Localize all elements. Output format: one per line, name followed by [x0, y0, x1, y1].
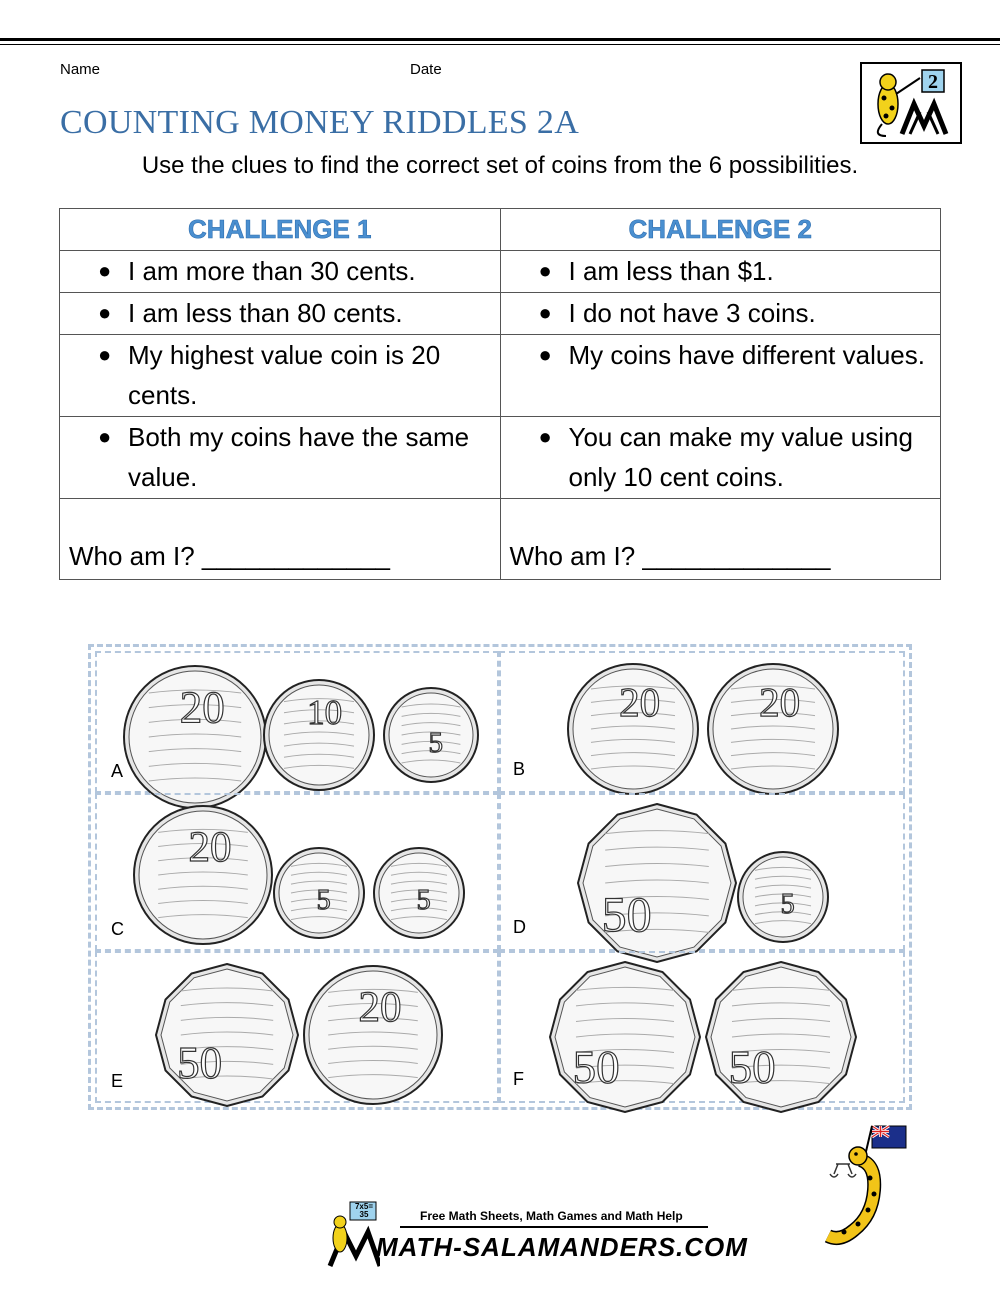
footer-brand[interactable]: MATH-SALAMANDERS.COM [376, 1232, 748, 1262]
option-f-label: F [513, 1069, 524, 1089]
option-f[interactable] [499, 951, 905, 1103]
coin-value-text: 20 [358, 984, 402, 1031]
coin-50-cent [577, 803, 737, 963]
date-label: Date [410, 61, 442, 78]
coin-5-cent [373, 847, 465, 939]
coin-20-cent [303, 965, 443, 1105]
coin-value-text: 20 [619, 678, 661, 725]
challenge-2-clue-4: ● You can make my value using only 10 cent coins. [500, 417, 941, 499]
option-e[interactable] [95, 951, 499, 1103]
coin-value-text: 50 [728, 1041, 776, 1094]
challenge-2-heading: CHALLENGE 2 [500, 209, 941, 251]
option-c[interactable] [95, 793, 499, 951]
coin-value-text: 50 [177, 1038, 223, 1089]
coin-value-text: 20 [759, 678, 801, 725]
challenge-2-answer[interactable]: Who am I? _____________ [500, 499, 941, 580]
grade-logo [860, 62, 962, 144]
coin-value-text: 20 [188, 824, 232, 871]
coin-20-cent [707, 663, 839, 795]
coin-5-cent [737, 851, 829, 943]
coin-value-text: 20 [179, 682, 225, 733]
coin-20-cent [567, 663, 699, 795]
challenge-1-clue-1: ● I am more than 30 cents. [60, 251, 501, 293]
coin-50-cent [705, 961, 857, 1113]
option-c-label: C [111, 919, 124, 939]
logo-grade-number: 2 [928, 71, 938, 93]
coin-50-cent [549, 961, 701, 1113]
top-rule-thin [0, 44, 1000, 45]
coin-value-text: 5 [416, 885, 431, 917]
coin-5-cent [383, 687, 479, 783]
coin-value-text: 50 [572, 1041, 620, 1094]
challenge-1-clue-4: ● Both my coins have the same value. [60, 417, 501, 499]
challenge-1-heading: CHALLENGE 1 [60, 209, 501, 251]
coin-20-cent [123, 665, 267, 809]
footer-badge: 7x5= 35 [354, 1202, 374, 1219]
option-d[interactable] [499, 793, 905, 951]
page-title: COUNTING MONEY RIDDLES 2A [60, 104, 580, 141]
challenge-2-clue-2: ● I do not have 3 coins. [500, 293, 941, 335]
salamander-flag-mascot [820, 1120, 920, 1250]
option-a[interactable] [95, 651, 499, 793]
coin-value-text: 5 [780, 889, 795, 921]
challenge-2-clue-1: ● I am less than $1. [500, 251, 941, 293]
coin-value-text: 5 [316, 885, 331, 917]
coin-20-cent [133, 805, 273, 945]
name-label: Name [60, 61, 101, 78]
challenge-2-clue-3: ● My coins have different values. [500, 335, 941, 417]
option-d-label: D [513, 917, 526, 937]
coin-50-cent [155, 963, 299, 1107]
option-b[interactable] [499, 651, 905, 793]
coin-options-panel [88, 644, 912, 1110]
option-e-label: E [111, 1071, 124, 1091]
challenge-1-clue-3: ● My highest value coin is 20 cents. [60, 335, 501, 417]
challenge-table [59, 208, 941, 580]
option-a-label: A [111, 761, 124, 781]
instructions: Use the clues to find the correct set of coins from the 6 possibilities. [141, 152, 859, 179]
footer-rule [400, 1226, 708, 1228]
option-b-label: B [513, 759, 526, 779]
challenge-1-clue-2: ● I am less than 80 cents. [60, 293, 501, 335]
footer-tagline: Free Math Sheets, Math Games and Math Help [420, 1209, 683, 1223]
coin-value-text: 50 [601, 886, 652, 942]
coin-10-cent [263, 679, 375, 791]
coin-value-text: 10 [307, 692, 343, 732]
coin-value-text: 5 [428, 726, 444, 759]
coin-5-cent [273, 847, 365, 939]
top-rule [0, 38, 1000, 41]
challenge-1-answer[interactable]: Who am I? _____________ [60, 499, 501, 580]
